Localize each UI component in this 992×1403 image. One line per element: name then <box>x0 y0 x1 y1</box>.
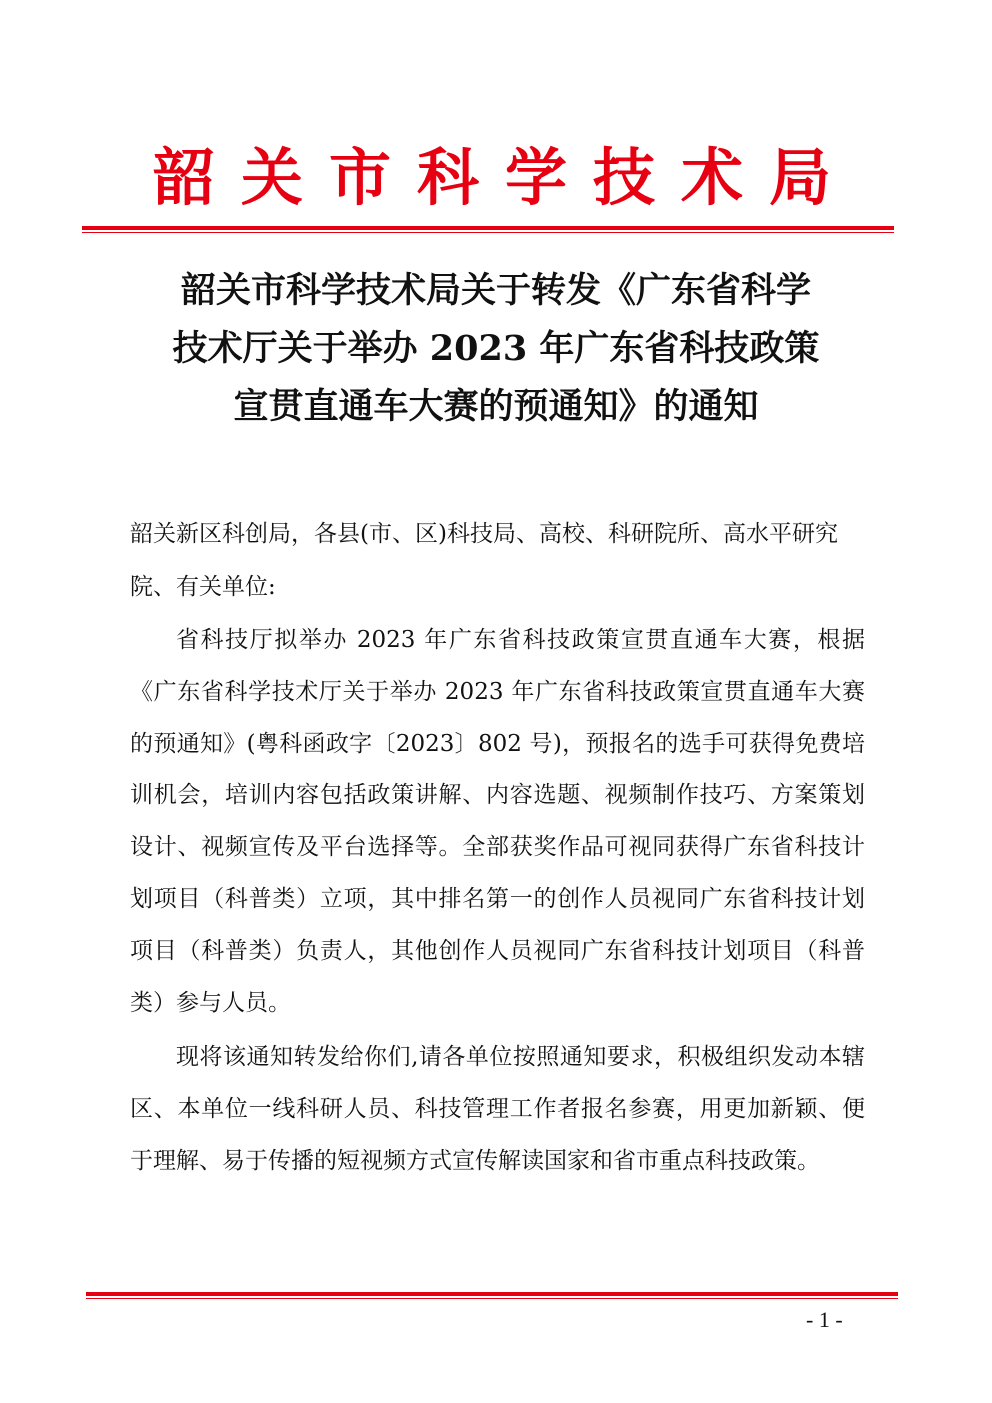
title-line-2: 技术厅关于举办 2023 年广东省科技政策 <box>172 328 820 369</box>
footer-divider-thick-line <box>86 1292 898 1296</box>
divider-thin-line <box>82 232 894 233</box>
body-paragraph-2: 现将该通知转发给你们,请各单位按照通知要求，积极组织发动本辖区、本单位一线科研人员、科技管理工作者报名参赛，用更加新颖、便于理解、易于传播的短视频方式宣传解读国家和省市重点科技政策。 <box>130 1044 865 1174</box>
title-line-3: 宣贯直通车大赛的预通知》的通知 <box>233 386 759 427</box>
divider-thick-line <box>82 226 894 230</box>
body-paragraph-1: 省科技厅拟举办 2023 年广东省科技政策宣贯直通车大赛，根据《广东省科学技术厅关于举办 2023 年广东省科技政策宣贯直通车大赛的预通知》(粤科函政字〔2023〕802 号)，预报名的选手可获得免费培训机会，培训内容包括政策讲解、内容选题、视频制作技巧、方案策划设计、视频宣传及平台选择等。全部获奖作品可视同获得广东省科技计划项目（科普类）立项，其中排名第一的创作人员视同广东省科技计划项目（科普类）负责人，其他创作人员视同广东省科技计划项目（科普类）参与人员。 <box>130 627 865 1016</box>
page-number: - 1 - <box>806 1307 843 1332</box>
agency-masthead: 韶关市科学技术局 <box>152 141 857 214</box>
title-line-1: 韶关市科学技术局关于转发《广东省科学 <box>180 270 811 311</box>
masthead-divider <box>82 226 894 233</box>
footer-divider-thin-line <box>86 1298 898 1299</box>
document-title <box>0 262 992 436</box>
salutation: 韶关新区科创局，各县(市、区)科技局、高校、科研院所、高水平研究院、有关单位: <box>130 521 838 600</box>
footer-divider <box>86 1292 898 1299</box>
